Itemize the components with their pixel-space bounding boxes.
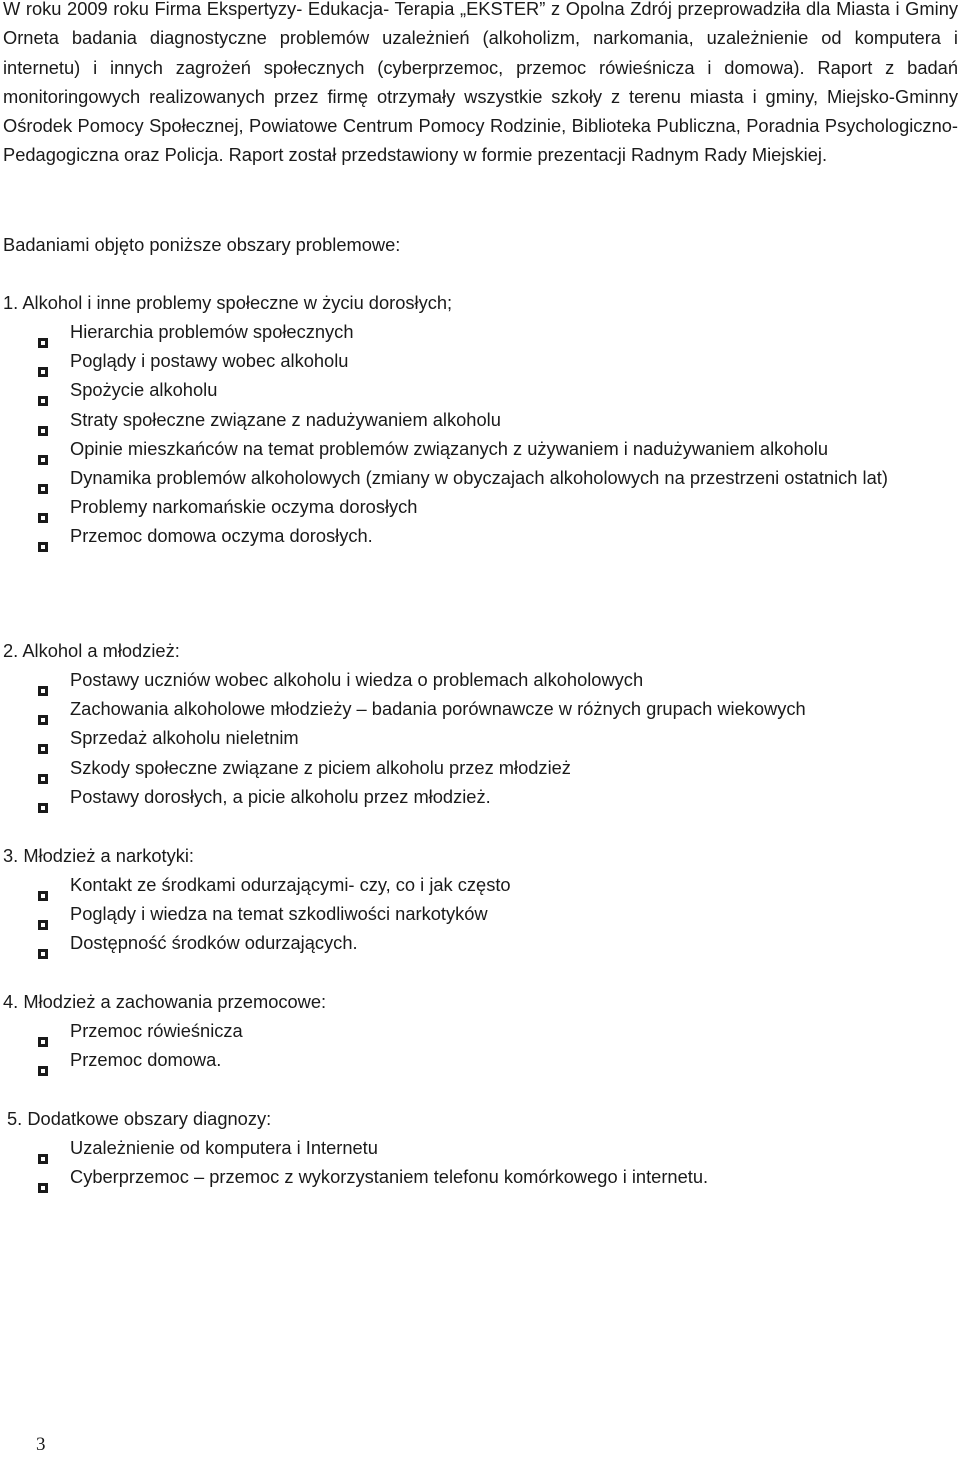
list-item-text: Sprzedaż alkoholu nieletnim [70, 727, 299, 749]
list-item-text: Spożycie alkoholu [70, 379, 218, 401]
square-bullet-icon [38, 733, 48, 743]
list-item-text: Opinie mieszkańców na temat problemów związanych z używaniem i nadużywaniem alkoholu [70, 437, 829, 459]
section-adults [3, 288, 958, 551]
square-bullet-icon [38, 385, 48, 395]
section-title: 4. Młodzież a zachowania przemocowe: [3, 991, 327, 1012]
square-bullet-icon [38, 502, 48, 512]
square-bullet-icon [38, 531, 48, 541]
list-item-text: Przemoc domowa oczyma dorosłych. [70, 525, 373, 547]
bullet-list [3, 665, 958, 811]
list-item [3, 346, 958, 375]
square-bullet-icon [38, 792, 48, 802]
square-bullet-icon [38, 415, 48, 425]
list-item [3, 405, 958, 434]
square-bullet-icon [38, 1143, 48, 1153]
square-bullet-icon [38, 763, 48, 773]
section-title: 5. Dodatkowe obszary diagnozy: [7, 1108, 272, 1129]
list-item-text: Zachowania alkoholowe młodzieży – badania porównawcze w różnych grupach wiekowych [70, 698, 806, 720]
square-bullet-icon [38, 704, 48, 714]
list-item [3, 723, 958, 752]
list-item [3, 1133, 960, 1162]
list-item-text: Problemy narkomańskie oczyma dorosłych [70, 496, 418, 518]
section-additional [7, 1104, 960, 1191]
list-item [3, 463, 958, 492]
square-bullet-icon [38, 356, 48, 366]
intro-paragraph: W roku 2009 roku Firma Ekspertyzy- Edukacja- Terapia „EKSTER” z Opolna Zdrój przeprowadziła dla Miasta i Gminy Orneta badania diagnostyczne problemów uzależnień (alkoholizm, narkomania, uzależnienie od komputera i internetu) i innych zagrożeń społecznych (cyberprzemoc, przemoc rówieśnicza i domowa). Raport z badań monitoringowych realizowanych przez firmę otrzymały wszystkie szkoły z terenu miasta i gminy, Miejsko-Gminny Ośrodek Pomocy Społecznej, Powiatowe Centrum Pomocy Rodzinie, Biblioteka Publiczna, Poradnia Psychologiczno-Pedagogiczna oraz Policja. Raport został przedstawiony w formie prezentacji Radnym Rady Miejskiej. [3, 0, 958, 166]
list-item [3, 1016, 958, 1045]
list-item-text: Hierarchia problemów społecznych [70, 321, 354, 342]
list-item-text: Dostępność środków odurzających. [70, 932, 358, 954]
list-item [3, 375, 958, 404]
list-item-text: Uzależnienie od komputera i Internetu [70, 1137, 378, 1158]
list-item-text: Dynamika problemów alkoholowych (zmiany w obyczajach alkoholowych na przestrzeni ostatnich lat) [70, 467, 888, 489]
list-item [3, 753, 958, 782]
square-bullet-icon [38, 675, 48, 685]
list-item [3, 665, 958, 694]
list-item [3, 928, 958, 957]
list-item-text: Przemoc rówieśnicza [70, 1020, 243, 1041]
list-item-text: Postawy dorosłych, a picie alkoholu przez młodzież. [70, 785, 491, 807]
square-bullet-icon [38, 1055, 48, 1065]
list-item-text: Postawy uczniów wobec alkoholu i wiedza o problemach alkoholowych [70, 669, 644, 690]
page-number: 3 [36, 1434, 46, 1455]
list-item-text: Poglądy i postawy wobec alkoholu [70, 350, 349, 372]
square-bullet-icon [38, 909, 48, 919]
list-item [3, 1045, 958, 1074]
list-item [3, 317, 958, 346]
bullet-list [3, 1133, 960, 1191]
bullet-list [3, 870, 958, 958]
square-bullet-icon [38, 1026, 48, 1036]
square-bullet-icon [38, 327, 48, 337]
bullet-list [3, 1016, 958, 1074]
section-title: 3. Młodzież a narkotyki: [3, 845, 195, 866]
list-item [3, 492, 958, 521]
section-youth-drugs [3, 841, 958, 958]
list-item [3, 899, 958, 928]
square-bullet-icon [38, 880, 48, 890]
section-title: 1. Alkohol i inne problemy społeczne w życiu dorosłych; [3, 292, 453, 313]
square-bullet-icon [38, 473, 48, 483]
list-item-text: Kontakt ze środkami odurzającymi- czy, co i jak często [70, 874, 511, 895]
areas-intro: Badaniami objęto poniższe obszary problemowe: [3, 234, 401, 255]
list-item [3, 870, 958, 899]
list-item-text: Poglądy i wiedza na temat szkodliwości narkotyków [70, 903, 488, 925]
list-item-text: Straty społeczne związane z nadużywaniem alkoholu [70, 408, 501, 430]
list-item [3, 434, 958, 463]
square-bullet-icon [38, 1172, 48, 1182]
section-youth-alcohol [3, 636, 958, 811]
list-item [3, 521, 958, 550]
list-item-text: Cyberprzemoc – przemoc z wykorzystaniem telefonu komórkowego i internetu. [70, 1166, 709, 1188]
list-item [3, 1162, 960, 1191]
list-item [3, 694, 958, 723]
bullet-list [3, 317, 958, 551]
section-title: 2. Alkohol a młodzież: [3, 640, 180, 661]
square-bullet-icon [38, 938, 48, 948]
section-youth-violence [3, 987, 958, 1074]
square-bullet-icon [38, 444, 48, 454]
list-item-text: Szkody społeczne związane z piciem alkoholu przez młodzież [70, 756, 571, 778]
list-item [3, 782, 958, 811]
list-item-text: Przemoc domowa. [70, 1049, 222, 1071]
